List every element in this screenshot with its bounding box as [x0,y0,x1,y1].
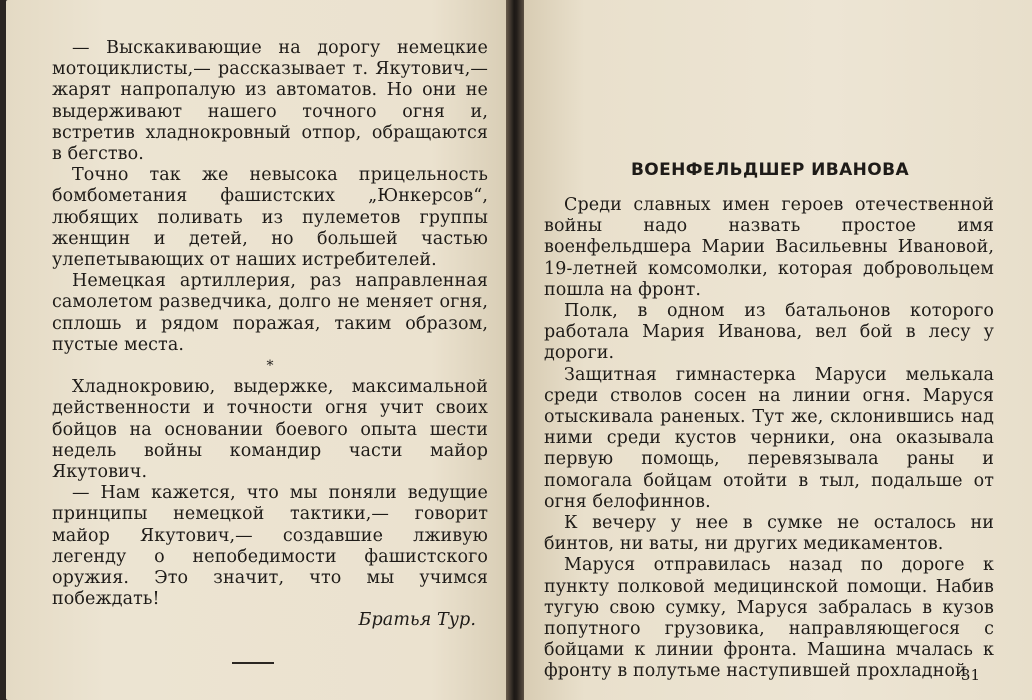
paragraph: Среди славных имен героев отечественной войны надо назвать простое имя военфельдшера Марии Васильевны Ивановой, 19-летней комсомолки, которая добровольцем пошла на фронт. [544,195,994,300]
paragraph: Хладнокровию, выдержке, максимальной действенности и точности огня учит своих бойцов на основании боевого опыта шести недель войны командир части майор Якутович. [52,377,488,483]
paragraph: К вечеру у нее в сумке не осталось ни бинтов, ни ваты, ни других медикаментов. [544,513,994,555]
right-page [524,0,1032,700]
paragraph: Полк, в одном из батальонов которого работала Мария Иванова, вел бой в лесу у дороги. [544,301,994,364]
left-page [6,0,506,700]
paragraph: — Выскакивающие на дорогу немецкие мотоциклисты,— рассказывает т. Якутович,— жарят напропалую из автоматов. Но они не выдерживают нашего точного огня и, встретив хладнокровный отпор, обращаются в бегство. [52,38,488,165]
chapter-title: ВОЕНФЕЛЬДШЕР ИВАНОВА [630,160,910,180]
right-page-text [544,195,994,683]
left-page-text [52,38,488,632]
book-gutter [506,0,524,700]
end-rule [232,662,274,664]
paragraph: Защитная гимнастерка Маруси мелькала среди стволов сосен на линии огня. Маруся отыскивала раненых. Тут же, склонившись над ними среди кустов черники, она оказывала первую помощь, перевязывала раны и помогала бойцам отойти в тыл, подальше от огня белофиннов. [544,364,994,512]
paragraph: — Нам кажется, что мы поняли ведущие принципы немецкой тактики,— говорит майор Якутович,— создавшие лживую легенду о непобедимости фашистского оружия. Это значит, что мы учимся побеждать! [52,483,488,610]
paragraph: Маруся отправилась назад по дороге к пункту полковой медицинской помощи. Набив тугую свою сумку, Маруся забралась в кузов попутного грузовика, направляющегося с бойцами к линии фронта. Машина мчалась к фронту в полутьме наступившей прохладной [544,555,994,682]
section-separator: * [266,358,274,375]
author-signature: Братья Тур. [358,610,476,631]
paragraph: Немецкая артиллерия, раз направленная самолетом разведчика, долго не меняет огня, сплошь и рядом поражая, таким образом, пустые места. [52,271,488,355]
page-number: 31 [960,666,980,684]
paragraph: Точно так же невысока прицельность бомбометания фашистских „Юнкерсов“, любящих поливать из пулеметов группы женщин и детей, но большей частью улепетывающих от наших истребителей. [52,165,488,271]
